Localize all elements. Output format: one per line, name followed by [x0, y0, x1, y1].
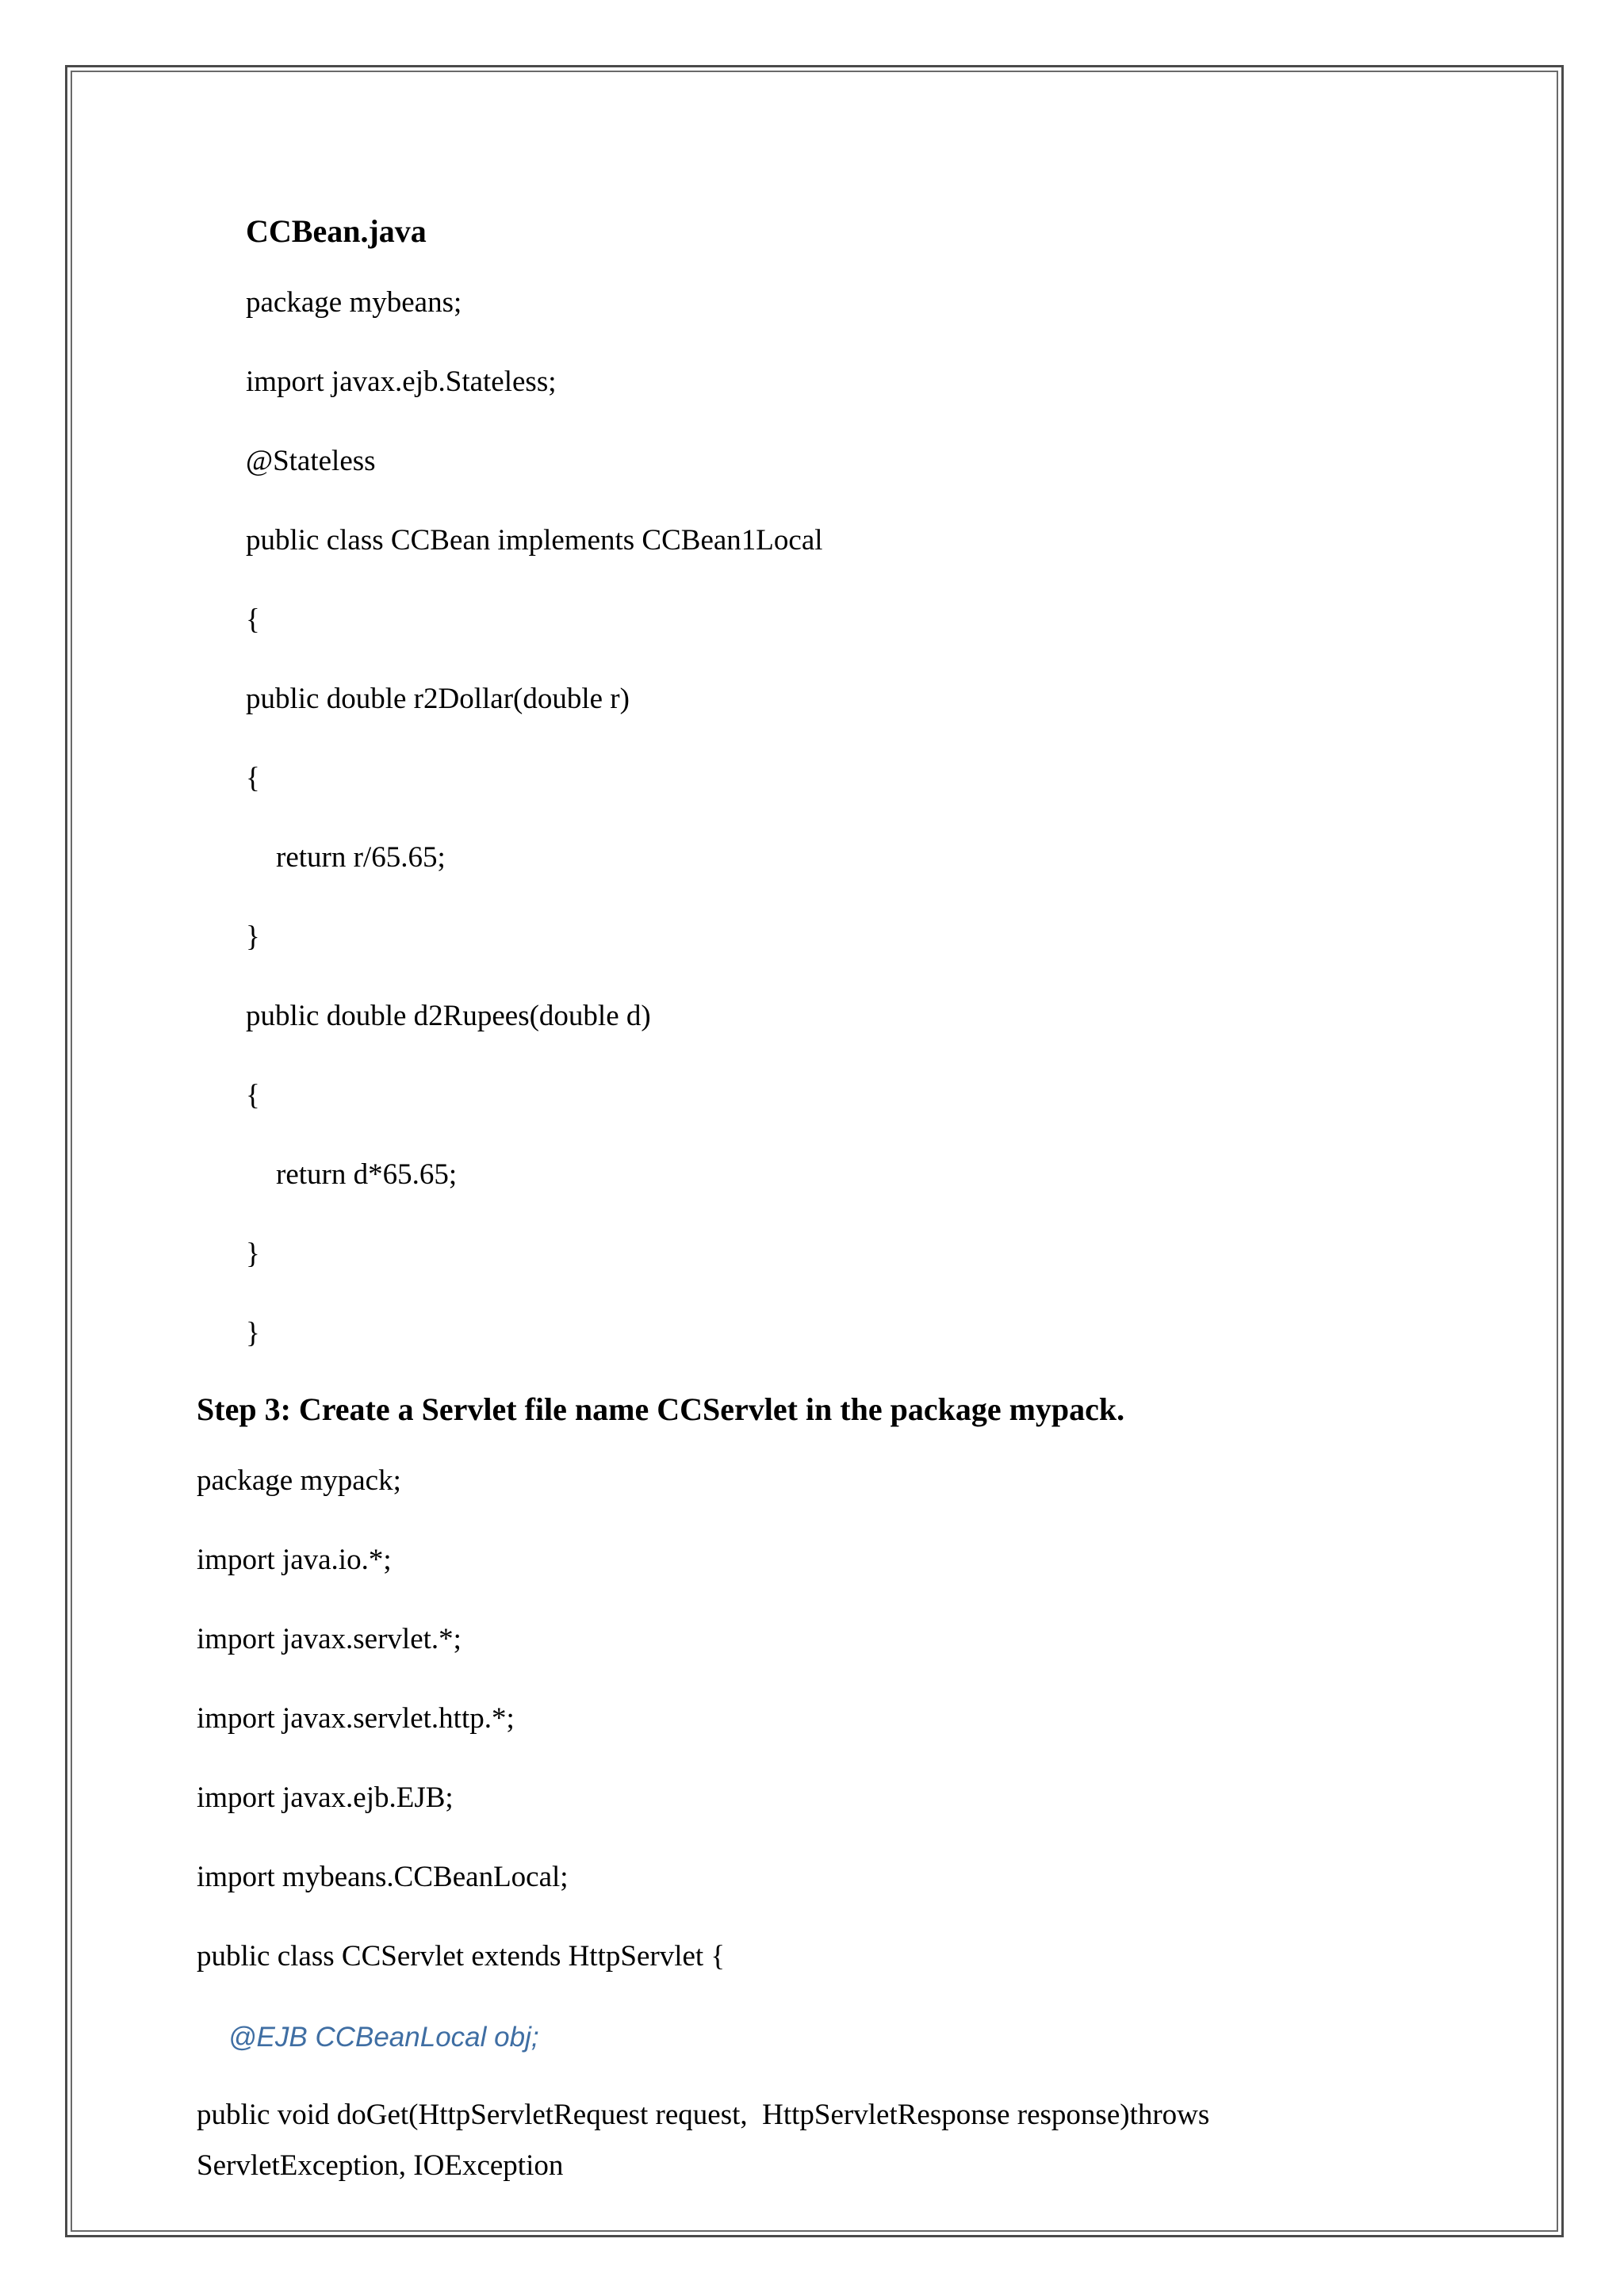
code-line: {: [246, 1079, 260, 1112]
code-line: import java.io.*;: [197, 1544, 392, 1576]
code-line: {: [246, 603, 260, 636]
code-line: ServletException, IOException: [197, 2149, 564, 2182]
code-line: @Stateless: [246, 445, 376, 477]
code-line: {: [246, 762, 260, 794]
ejb-annotation-line: @EJB CCBeanLocal obj;: [228, 2022, 539, 2053]
code-line: public double r2Dollar(double r): [246, 683, 630, 715]
file-title: CCBean.java: [246, 213, 427, 249]
code-line: import javax.servlet.*;: [197, 1623, 462, 1655]
code-line: return r/65.65;: [276, 841, 446, 874]
code-line: public void doGet(HttpServletRequest request, HttpServletResponse response)throws: [197, 2099, 1210, 2131]
code-line: import javax.ejb.EJB;: [197, 1781, 454, 1814]
step-heading: Step 3: Create a Servlet file name CCServlet in the package mypack.: [197, 1391, 1125, 1427]
code-line: }: [246, 920, 260, 953]
code-line: import mybeans.CCBeanLocal;: [197, 1861, 569, 1893]
code-line: public class CCBean implements CCBean1Local: [246, 524, 823, 557]
code-line: import javax.servlet.http.*;: [197, 1702, 515, 1735]
code-line: package mypack;: [197, 1464, 401, 1497]
code-line: public class CCServlet extends HttpServlet {: [197, 1940, 726, 1973]
code-line: public double d2Rupees(double d): [246, 1000, 651, 1032]
code-line: }: [246, 1317, 260, 1349]
code-line: package mybeans;: [246, 286, 462, 319]
code-line: import javax.ejb.Stateless;: [246, 365, 557, 398]
code-line: }: [246, 1238, 260, 1270]
code-line: return d*65.65;: [276, 1158, 458, 1191]
